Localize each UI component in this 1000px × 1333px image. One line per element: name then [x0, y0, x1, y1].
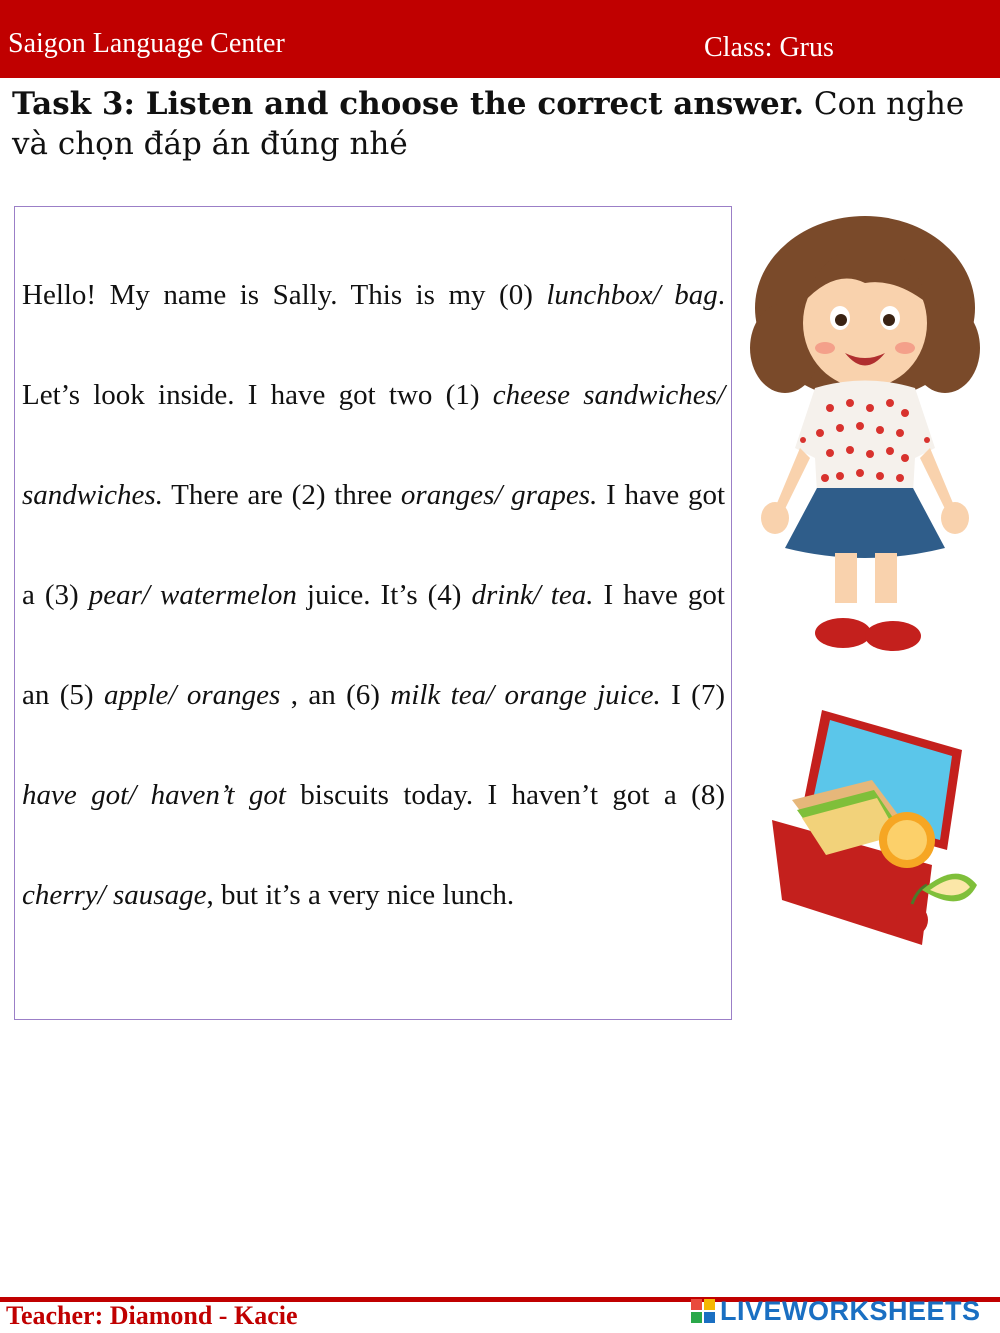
task-title: Task 3: Listen and choose the correct answer.: [12, 86, 805, 122]
teacher-name: Teacher: Diamond - Kacie: [6, 1301, 298, 1330]
answer-option-7[interactable]: have got/ haven’t got: [22, 779, 286, 811]
lunchbox-illustration: [762, 690, 987, 965]
passage-segment: Hello! My name is Sally. This is my (0): [22, 279, 547, 311]
answer-option-3[interactable]: pear/ watermelon: [88, 579, 297, 611]
passage-segment: . Let’s look inside. I have got two (1): [22, 279, 725, 411]
answer-option-2[interactable]: oranges/ grapes.: [400, 479, 598, 511]
passage-segment: I (7): [660, 679, 725, 711]
task-subtitle: Con nghe và chọn đáp án đúng nhé: [12, 86, 965, 162]
passage-segment: , an (6): [280, 679, 391, 711]
answer-option-1[interactable]: cheese sandwiches/ sandwiches.: [22, 379, 725, 511]
liveworksheets-icon: [690, 1298, 716, 1324]
passage-segment: , but it’s a very nice lunch.: [206, 879, 515, 911]
passage-segment: juice. It’s (4): [296, 579, 472, 611]
header-bar: [0, 0, 1000, 78]
answer-option-6[interactable]: milk tea/ orange juice.: [390, 679, 661, 711]
task-heading: [12, 84, 987, 164]
answer-option-5[interactable]: apple/ oranges: [103, 679, 281, 711]
passage-text: [22, 245, 725, 945]
passage-segment: I have got an (5): [22, 579, 725, 711]
school-name: Saigon Language Center: [8, 28, 285, 59]
girl-illustration: [745, 208, 985, 678]
answer-option-8[interactable]: cherry/ sausage: [22, 879, 207, 911]
answer-option-0[interactable]: lunchbox/ bag: [546, 279, 718, 311]
liveworksheets-wordmark: LIVEWORKSHEETS: [720, 1295, 981, 1326]
passage-segment: I have got a (3): [22, 479, 725, 611]
class-label: Class: Grus: [704, 32, 834, 63]
passage-segment: There are (2) three: [162, 479, 401, 511]
liveworksheets-logo[interactable]: [690, 1296, 981, 1326]
passage-segment: biscuits today. I haven’t got a (8): [285, 779, 725, 811]
answer-option-4[interactable]: drink/ tea.: [471, 579, 594, 611]
